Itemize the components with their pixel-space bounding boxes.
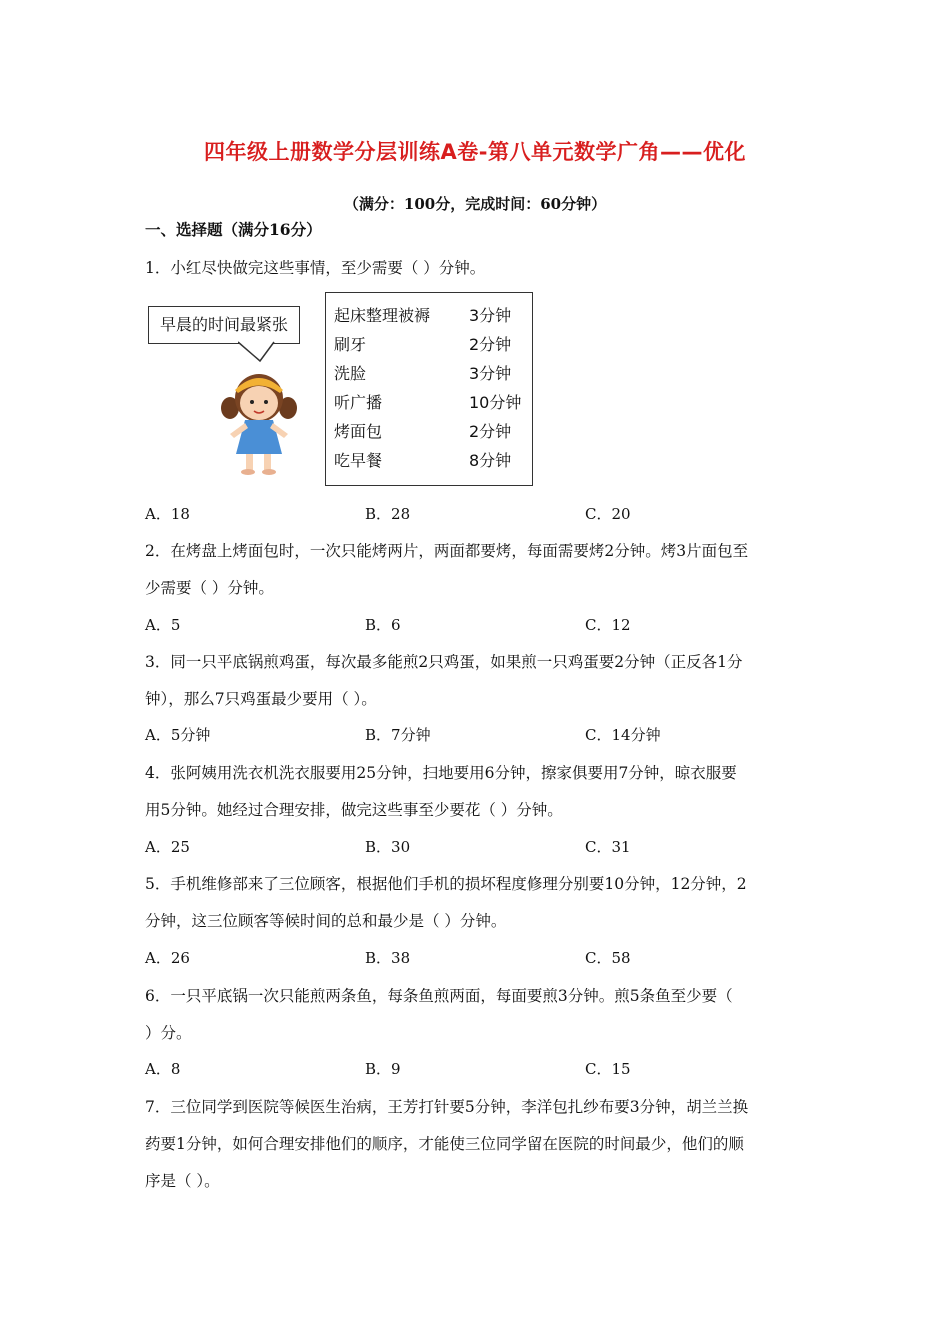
option-a[interactable]: A．8: [145, 1060, 181, 1078]
page-title: 四年级上册数学分层训练A卷-第八单元数学广角——优化: [204, 140, 746, 164]
option-a[interactable]: A．18: [145, 505, 190, 523]
question-1-text: 1．小红尽快做完这些事情，至少需要（ ）分钟。: [145, 259, 486, 277]
question-7-line-3: 序是（ ）。: [145, 1172, 220, 1190]
question-7-line-1: 7．三位同学到医院等候医生治病，王芳打针要5分钟，李洋包扎纱布要3分钟，胡兰兰换: [145, 1098, 749, 1116]
option-b[interactable]: B．38: [365, 949, 411, 967]
task-time: 3分钟: [469, 364, 512, 383]
question-2-line-1: 2．在烤盘上烤面包时，一次只能烤两片，两面都要烤，每面需要烤2分钟。烤3片面包至: [145, 542, 749, 560]
question-3-line-1: 3．同一只平底锅煎鸡蛋，每次最多能煎2只鸡蛋，如果煎一只鸡蛋要2分钟（正反各1分: [145, 653, 743, 671]
exam-info: （满分：100分，完成时间：60分钟）: [343, 195, 607, 213]
task-time: 3分钟: [469, 306, 512, 325]
option-c[interactable]: C．14分钟: [585, 726, 661, 744]
task-name: 听广播: [334, 393, 383, 412]
task-time: 2分钟: [469, 335, 512, 354]
question-6-line-2: ）分。: [145, 1024, 192, 1042]
question-2-line-2: 少需要（ ）分钟。: [145, 579, 274, 597]
option-c[interactable]: C．58: [585, 949, 631, 967]
task-time: 10分钟: [469, 393, 522, 412]
task-name: 烤面包: [334, 422, 383, 441]
task-name: 吃早餐: [334, 451, 383, 470]
option-c[interactable]: C．12: [585, 616, 631, 634]
option-b[interactable]: B．28: [365, 505, 411, 523]
question-5-line-2: 分钟，这三位顾客等候时间的总和最少是（ ）分钟。: [145, 912, 507, 930]
task-time: 8分钟: [469, 451, 512, 470]
question-6-line-1: 6．一只平底锅一次只能煎两条鱼，每条鱼煎两面，每面要煎3分钟。煎5条鱼至少要（: [145, 987, 733, 1005]
option-c[interactable]: C．31: [585, 838, 631, 856]
section-heading: 一、选择题（满分16分）: [145, 220, 322, 239]
task-name: 起床整理被褥: [334, 306, 431, 325]
option-b[interactable]: B．9: [365, 1060, 401, 1078]
option-a[interactable]: A．5分钟: [145, 726, 211, 744]
speech-bubble-tail: [238, 341, 278, 363]
speech-bubble: 早晨的时间最紧张: [148, 306, 300, 344]
schedule-table: [325, 292, 533, 486]
task-name: 洗脸: [334, 364, 367, 383]
question-5-line-1: 5．手机维修部来了三位顾客，根据他们手机的损坏程度修理分别要10分钟，12分钟，2: [145, 875, 747, 893]
option-b[interactable]: B．6: [365, 616, 401, 634]
question-4-line-1: 4．张阿姨用洗衣机洗衣服要用25分钟，扫地要用6分钟，擦家俱要用7分钟，晾衣服要: [145, 764, 737, 782]
option-b[interactable]: B．30: [365, 838, 411, 856]
option-c[interactable]: C．20: [585, 505, 631, 523]
task-name: 刷牙: [334, 335, 367, 354]
option-b[interactable]: B．7分钟: [365, 726, 431, 744]
option-a[interactable]: A．5: [145, 616, 181, 634]
option-c[interactable]: C．15: [585, 1060, 631, 1078]
question-7-line-2: 药要1分钟，如何合理安排他们的顺序，才能使三位同学留在医院的时间最少，他们的顺: [145, 1135, 744, 1153]
question-3-line-2: 钟），那么7只鸡蛋最少要用（ ）。: [145, 690, 377, 708]
question-4-line-2: 用5分钟。她经过合理安排，做完这些事至少要花（ ）分钟。: [145, 801, 563, 819]
task-time: 2分钟: [469, 422, 512, 441]
option-a[interactable]: A．26: [145, 949, 190, 967]
option-a[interactable]: A．25: [145, 838, 190, 856]
girl-illustration: [218, 368, 300, 476]
